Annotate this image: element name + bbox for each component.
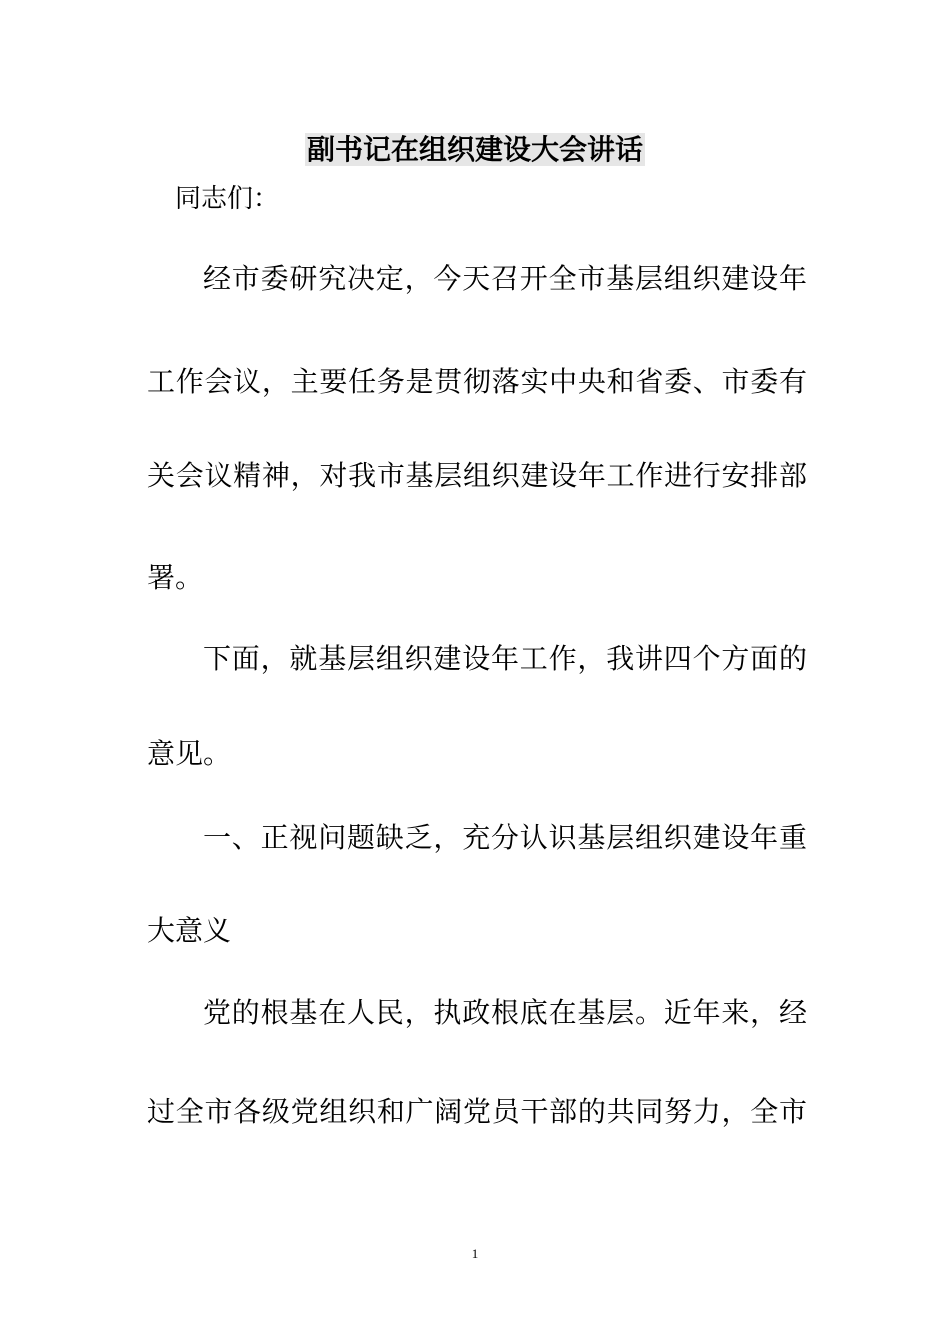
- paragraph-line: 经市委研究决定，今天召开全市基层组织建设年: [203, 262, 807, 295]
- paragraph-line: 过全市各级党组织和广阔党员干部的共同努力，全市: [147, 1095, 807, 1128]
- section-heading-line: 一、正视问题缺乏，充分认识基层组织建设年重: [203, 821, 807, 854]
- title-text: 副书记在组织建设大会讲话: [306, 133, 643, 166]
- section-heading-line: 大意义: [147, 914, 232, 947]
- paragraph-line: 工作会议，主要任务是贯彻落实中央和省委、市委有: [147, 365, 807, 398]
- paragraph-line: 意见。: [147, 737, 232, 770]
- paragraph-line: 党的根基在人民，执政根底在基层。近年来，经: [203, 996, 807, 1029]
- paragraph-line: 下面，就基层组织建设年工作，我讲四个方面的: [203, 642, 807, 675]
- paragraph-line: 关会议精神，对我市基层组织建设年工作进行安排部: [147, 459, 807, 492]
- page-number: 1: [471, 1246, 479, 1261]
- paragraph-line: 署。: [147, 561, 204, 594]
- salutation: 同志们：: [175, 184, 280, 214]
- document-title: [0, 130, 950, 170]
